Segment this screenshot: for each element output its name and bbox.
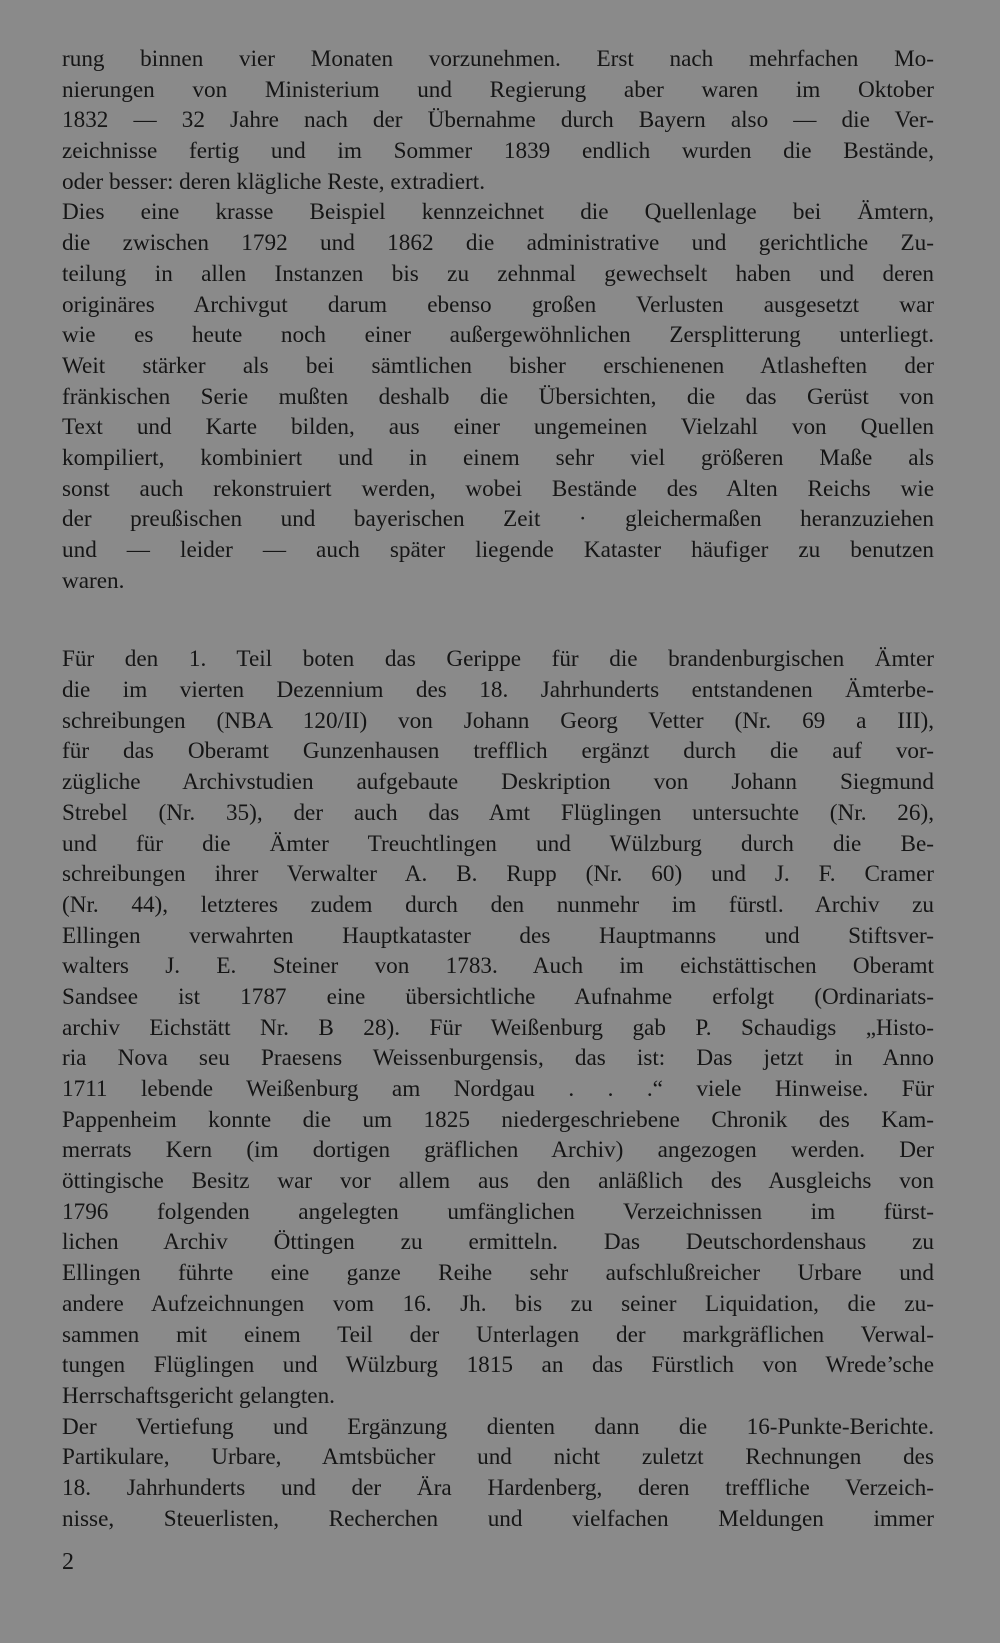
text-line: schreibungen ihrer Verwalter A. B. Rupp (Nr. 60) und J. F. Cramer [62,861,934,888]
text-line: sammen mit einem Teil der Unterlagen der markgräflichen Verwal- [62,1321,934,1348]
body-text [62,44,934,1534]
text-line: Partikulare, Urbare, Amtsbücher und nicht zuletzt Rechnungen des [62,1444,934,1471]
paragraph-4 [62,1412,934,1535]
text-line: (Nr. 44), letzteres zudem durch den nunmehr im fürstl. Archiv zu [62,891,934,918]
text-line: Weit stärker als bei sämtlichen bisher erschienenen Atlasheften der [62,352,934,379]
text-line: ria Nova seu Praesens Weissenburgensis, das ist: Das jetzt in Anno [62,1045,934,1072]
text-line: nisse, Steuerlisten, Recherchen und vielfachen Meldungen immer [62,1505,934,1532]
text-line: die zwischen 1792 und 1862 die administrative und gerichtliche Zu- [62,230,934,257]
text-line: und für die Ämter Treuchtlingen und Wülzburg durch die Be- [62,830,934,857]
text-line: tungen Flüglingen und Wülzburg 1815 an das Fürstlich von Wrede’sche [62,1352,934,1379]
text-line: oder besser: deren klägliche Reste, extradiert. [62,168,485,195]
text-line: der preußischen und bayerischen Zeit · gleichermaßen heranzuziehen [62,506,934,533]
page-number: 2 [62,1549,74,1575]
text-line: lichen Archiv Öttingen zu ermitteln. Das Deutschordenshaus zu [62,1229,934,1256]
text-line: wie es heute noch einer außergewöhnlichen Zersplitterung unterliegt. [62,322,934,349]
text-line: kompiliert, kombiniert und in einem sehr viel größeren Maße als [62,444,934,471]
text-line: andere Aufzeichnungen vom 16. Jh. bis zu seiner Liquidation, die zu- [62,1290,934,1317]
text-line: originäres Archivgut darum ebenso großen Verlusten ausgesetzt war [62,291,934,318]
text-line: Ellingen verwahrten Hauptkataster des Hauptmanns und Stiftsver- [62,922,934,949]
text-line: nierungen von Ministerium und Regierung aber waren im Oktober [62,76,934,103]
text-line: Pappenheim konnte die um 1825 niedergeschriebene Chronik des Kam- [62,1106,934,1133]
section-gap [62,596,934,644]
text-line: sonst auch rekonstruiert werden, wobei Bestände des Alten Reichs wie [62,475,934,502]
text-line: Herrschaftsgericht gelangten. [62,1382,335,1409]
text-line: 1796 folgenden angelegten umfänglichen Verzeichnissen im fürst- [62,1198,934,1225]
text-line: schreibungen (NBA 120/II) von Johann Georg Vetter (Nr. 69 a III), [62,707,934,734]
text-line: rung binnen vier Monaten vorzunehmen. Erst nach mehrfachen Mo- [62,46,934,72]
text-line: merrats Kern (im dortigen gräflichen Archiv) angezogen werden. Der [62,1137,934,1164]
paragraph-3 [62,644,934,1411]
paragraph-1 [62,44,934,197]
text-line: für das Oberamt Gunzenhausen trefflich ergänzt durch die auf vor- [62,738,934,765]
text-line: zügliche Archivstudien aufgebaute Deskription von Johann Siegmund [62,769,934,796]
text-line: die im vierten Dezennium des 18. Jahrhunderts entstandenen Ämterbe- [62,677,934,704]
text-line: 18. Jahrhunderts und der Ära Hardenberg, deren treffliche Verzeich- [62,1474,934,1501]
text-line: Der Vertiefung und Ergänzung dienten dann die 16-Punkte-Berichte. [62,1413,934,1440]
text-line: Dies eine krasse Beispiel kennzeichnet die Quellenlage bei Ämtern, [62,199,934,226]
text-line: Ellingen führte eine ganze Reihe sehr aufschlußreicher Urbare und [62,1260,934,1287]
text-line: Text und Karte bilden, aus einer ungemeinen Vielzahl von Quellen [62,414,934,441]
text-line: teilung in allen Instanzen bis zu zehnmal gewechselt haben und deren [62,260,934,287]
text-line: Strebel (Nr. 35), der auch das Amt Flüglingen untersuchte (Nr. 26), [62,799,934,826]
text-line: 1711 lebende Weißenburg am Nordgau . . .“ viele Hinweise. Für [62,1076,934,1102]
text-line: walters J. E. Steiner von 1783. Auch im eichstättischen Oberamt [62,953,934,980]
text-line: öttingische Besitz war vor allem aus den anläßlich des Ausgleichs von [62,1168,934,1195]
text-line: archiv Eichstätt Nr. B 28). Für Weißenburg gab P. Schaudigs „Histo- [62,1014,934,1041]
text-line: waren. [62,567,125,594]
text-line: Für den 1. Teil boten das Gerippe für die brandenburgischen Ämter [62,646,934,673]
text-line: 1832 — 32 Jahre nach der Übernahme durch Bayern also — die Ver- [62,107,934,134]
paragraph-2 [62,197,934,596]
text-line: fränkischen Serie mußten deshalb die Übersichten, die das Gerüst von [62,383,934,410]
text-line: zeichnisse fertig und im Sommer 1839 endlich wurden die Bestände, [62,138,934,165]
text-line: Sandsee ist 1787 eine übersichtliche Aufnahme erfolgt (Ordinariats- [62,983,934,1010]
text-line: und — leider — auch später liegende Kataster häufiger zu benutzen [62,537,934,563]
